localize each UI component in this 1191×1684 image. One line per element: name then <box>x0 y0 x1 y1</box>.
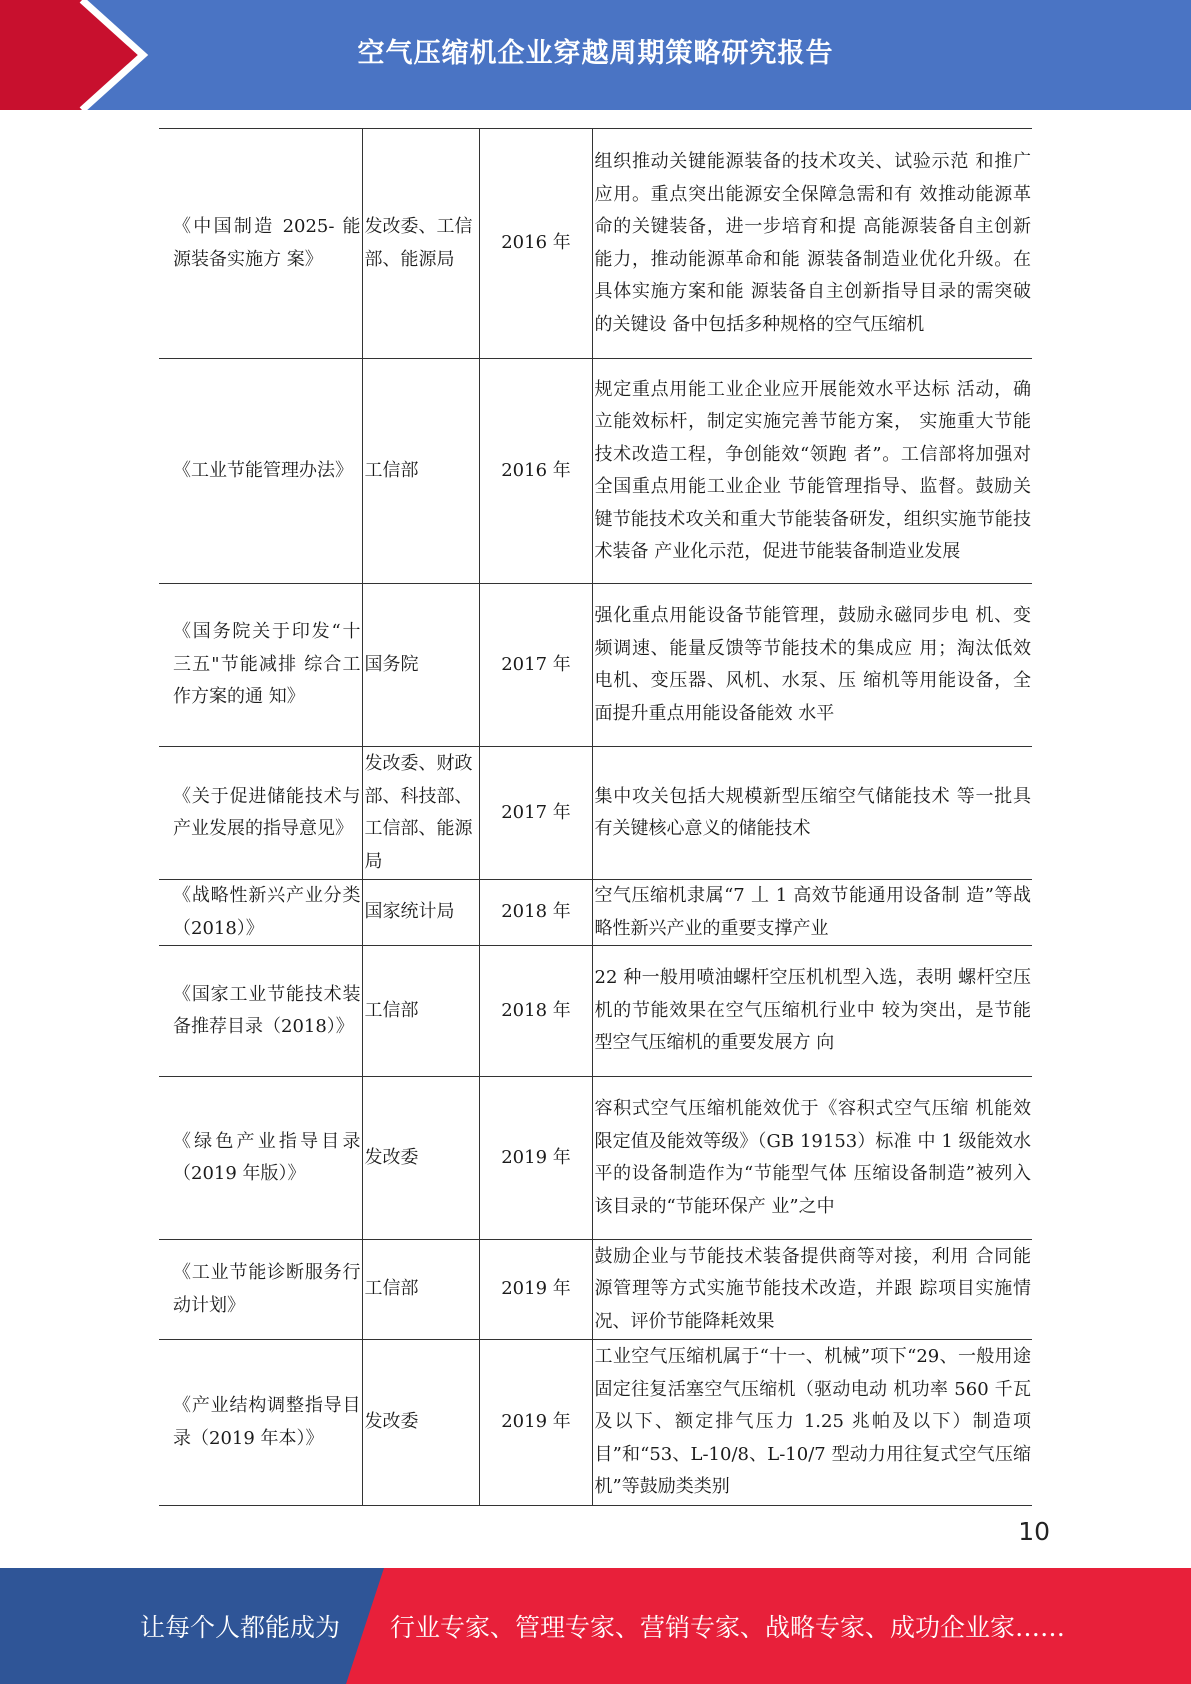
department-cell: 工信部 <box>362 946 479 1077</box>
content-cell: 空气压缩机隶属“7 丄 1 高效节能通用设备制 造”等战略性新兴产业的重要支撑产业 <box>592 880 1032 946</box>
policy-name-cell: 《关于促进储能技术与产业发展的指导意见》 <box>159 747 362 880</box>
year-cell: 2019 年 <box>479 1240 592 1340</box>
content-cell: 集中攻关包括大规模新型压缩空气储能技术 等一批具有关键核心意义的储能技术 <box>592 747 1032 880</box>
table-row <box>159 747 1032 880</box>
content-cell: 组织推动关键能源装备的技术攻关、试验示范 和推广应用。重点突出能源安全保障急需和有 效推动能源革命的关键装备，进一步培育和提 高能源装备自主创新能力，推动能源革命和能 源装备制造业优化升级。在具体实施方案和能 源装备自主创新指导目录的需突破的关键设 备中包括多种规格的空气压缩机 <box>592 129 1032 359</box>
footer-bar <box>0 1568 1191 1684</box>
content-cell: 容积式空气压缩机能效优于《容积式空气压缩 机能效限定值及能效等级》（GB 19153）标准 中 1 级能效水平的设备制造作为“节能型气体 压缩设备制造”被列入该目录的“节能环保产 业”之中 <box>592 1077 1032 1240</box>
policy-name-cell: 《绿色产业指导目录（2019 年版）》 <box>159 1077 362 1240</box>
page-number: 10 <box>1018 1517 1050 1546</box>
year-cell: 2017 年 <box>479 584 592 747</box>
policy-name-cell: 《工业节能诊断服务行动计划》 <box>159 1240 362 1340</box>
year-cell: 2018 年 <box>479 946 592 1077</box>
table-row <box>159 946 1032 1077</box>
table-row <box>159 129 1032 359</box>
table-row <box>159 880 1032 946</box>
report-title: 空气压缩机企业穿越周期策略研究报告 <box>357 37 834 69</box>
year-cell: 2019 年 <box>479 1340 592 1506</box>
department-cell: 发改委 <box>362 1340 479 1506</box>
department-cell: 发改委、财政部、科技部、工信部、能源局 <box>362 747 479 880</box>
policy-name-cell: 《战略性新兴产业分类（2018）》 <box>159 880 362 946</box>
table-row <box>159 1077 1032 1240</box>
policy-name-cell: 《国家工业节能技术装备推荐目录（2018）》 <box>159 946 362 1077</box>
content-cell: 强化重点用能设备节能管理，鼓励永磁同步电 机、变频调速、能量反馈等节能技术的集成应 用；淘汰低效电机、变压器、风机、水泵、压 缩机等用能设备，全面提升重点用能设备能效 水平 <box>592 584 1032 747</box>
department-cell: 国家统计局 <box>362 880 479 946</box>
footer-slogan-left: 让每个人都能成为 <box>139 1613 340 1642</box>
policy-name-cell: 《产业结构调整指导目录（2019 年本）》 <box>159 1340 362 1506</box>
department-cell: 发改委 <box>362 1077 479 1240</box>
year-cell: 2016 年 <box>479 359 592 584</box>
content-cell: 22 种一般用喷油螺杆空压机机型入选，表明 螺杆空压机的节能效果在空气压缩机行业中 较为突出，是节能型空气压缩机的重要发展方 向 <box>592 946 1032 1077</box>
footer-slogan-right: 行业专家、管理专家、营销专家、战略专家、成功企业家…… <box>390 1613 1066 1642</box>
policy-name-cell: 《国务院关于印发“十三五"节能减排 综合工作方案的通 知》 <box>159 584 362 747</box>
policy-table <box>159 128 1032 1506</box>
department-cell: 工信部 <box>362 1240 479 1340</box>
department-cell: 发改委、工信部、能源局 <box>362 129 479 359</box>
year-cell: 2019 年 <box>479 1077 592 1240</box>
table-row <box>159 584 1032 747</box>
department-cell: 国务院 <box>362 584 479 747</box>
table-row <box>159 1340 1032 1506</box>
table-row <box>159 1240 1032 1340</box>
year-cell: 2018 年 <box>479 880 592 946</box>
content-cell: 鼓励企业与节能技术装备提供商等对接，利用 合同能源管理等方式实施节能技术改造，并跟 踪项目实施情况、评价节能降耗效果 <box>592 1240 1032 1340</box>
policy-name-cell: 《中国制造 2025- 能源装备实施方 案》 <box>159 129 362 359</box>
year-cell: 2017 年 <box>479 747 592 880</box>
header-bar <box>0 0 1191 110</box>
policy-name-cell: 《工业节能管理办法》 <box>159 359 362 584</box>
table-row <box>159 359 1032 584</box>
department-cell: 工信部 <box>362 359 479 584</box>
content-cell: 规定重点用能工业企业应开展能效水平达标 活动，确立能效标杆，制定实施完善节能方案， 实施重大节能技术改造工程，争创能效“领跑 者”。工信部将加强对全国重点用能工业企业 节能管理指导、监督。鼓励关键节能技术攻关和重大节能装备研发，组织实施节能技术装备 产业化示范，促进节能装备制造业发展 <box>592 359 1032 584</box>
content-cell: 工业空气压缩机属于“十一、机械”项下“29、一般用途固定往复活塞空气压缩机（驱动电动 机功率 560 千瓦及以下、额定排气压力 1.25 兆帕及以下）制造项目”和“53、L-10/8、L-10/7 型动力用往复式空气压缩机”等鼓励类类别 <box>592 1340 1032 1506</box>
year-cell: 2016 年 <box>479 129 592 359</box>
